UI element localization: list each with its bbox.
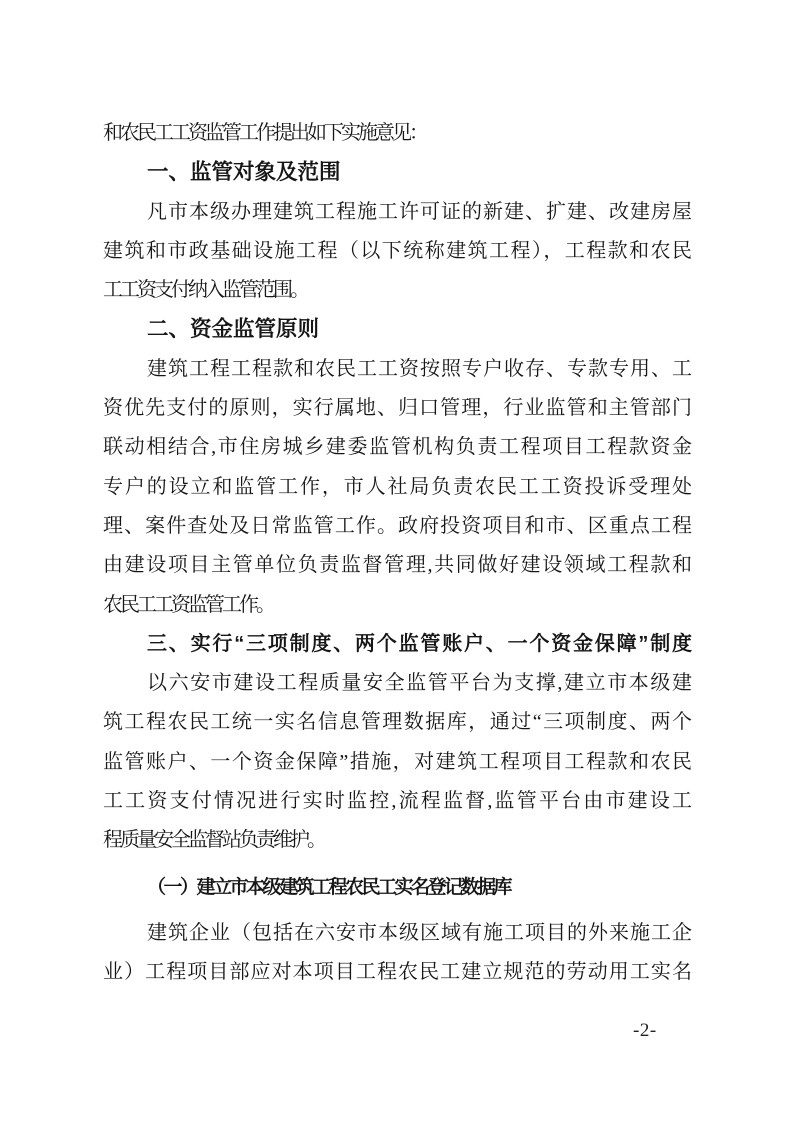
paragraph-line: 建筑和市政基础设施工程（以下统称建筑工程），工程款和农民 — [103, 239, 692, 262]
paragraph-line: 专户的设立和监管工作，市人社局负责农民工工资投诉受理处 — [103, 475, 692, 498]
paragraph-line: 建筑工程工程款和农民工工资按照专户收存、专款专用、工 — [147, 357, 692, 380]
paragraph-line: 以六安市建设工程质量安全监管平台为支撑,建立市本级建 — [147, 672, 692, 695]
heading-section-2: 二、资金监管原则 — [147, 317, 320, 342]
heading-section-3: 三、实行“三项制度、两个监管账户、一个资金保障”制度 — [147, 632, 692, 655]
paragraph-line: 凡市本级办理建筑工程施工许可证的新建、扩建、改建房屋 — [147, 200, 692, 223]
paragraph-line: 理、案件查处及日常监管工作。政府投资项目和市、区重点工程 — [103, 514, 692, 537]
paragraph-line: 工工资支付纳入监管范围。 — [103, 279, 307, 302]
paragraph-line: 程质量安全监督站负责维护。 — [103, 829, 324, 852]
paragraph-line: 建筑企业（包括在六安市本级区域有施工项目的外来施工企 — [147, 921, 692, 944]
paragraph-line: 工工资支付情况进行实时监控,流程监督,监管平台由市建设工 — [103, 790, 692, 813]
heading-section-1: 一、监管对象及范围 — [147, 160, 341, 185]
paragraph-line: 联动相结合,市住房城乡建委监管机构负责工程项目工程款资金 — [103, 436, 692, 459]
paragraph-line: 资优先支付的原则，实行属地、归口管理，行业监管和主管部门 — [103, 397, 692, 420]
paragraph-line: 由建设项目主管单位负责监督管理,共同做好建设领域工程款和 — [103, 554, 692, 577]
paragraph-continuation-line: 和农民工工资监管工作提出如下实施意见： — [103, 122, 426, 144]
subheading-1: （一）建立市本级建筑工程农民工实名登记数据库 — [147, 876, 511, 898]
paragraph-line: 业）工程项目部应对本项目工程农民工建立规范的劳动用工实名 — [103, 961, 692, 984]
paragraph-line: 监管账户、一个资金保障”措施，对建筑工程项目工程款和农民 — [103, 750, 692, 773]
paragraph-line: 筑工程农民工统一实名信息管理数据库，通过“三项制度、两个 — [103, 711, 692, 734]
page-number: -2- — [633, 1020, 657, 1041]
paragraph-line: 农民工工资监管工作。 — [103, 593, 273, 616]
document-body — [103, 114, 692, 993]
